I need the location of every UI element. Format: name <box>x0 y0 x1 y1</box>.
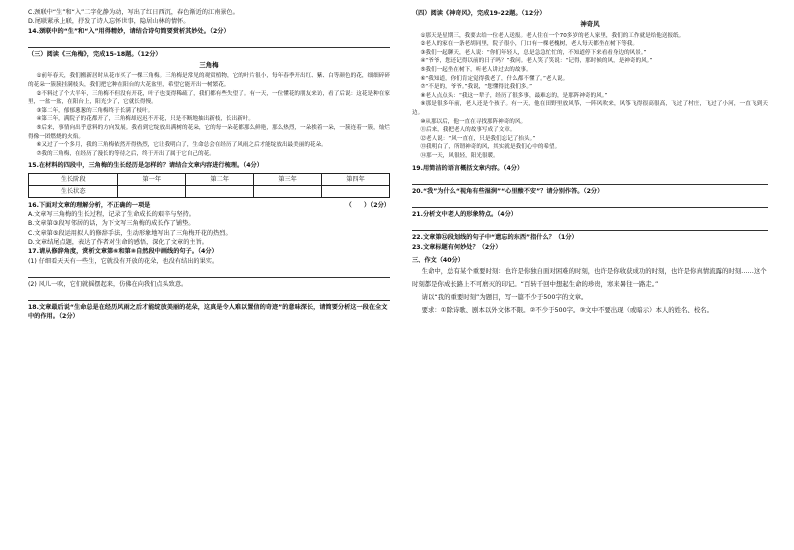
question-21: 21.分析文中老人的形象特点。（4分） <box>412 211 517 219</box>
question-16 <box>28 201 390 210</box>
question-23: 23.文章标题有何妙处？（2分） <box>412 243 502 251</box>
option-d: D.尾联紧承上联，抒发了诗人忘怀世事，隐居山林的情怀。 <box>28 18 190 26</box>
sub-item: (2) 风儿一吹，它们就摇摆起来，仿佛在向我们点头致意。 <box>28 280 188 288</box>
essay-paragraph: ⑧老人点点头：“我这一辈子，经历了很多事，最难忘的，是那阵神奇的风。” <box>420 92 608 99</box>
essay-paragraph: ④第三年，满院子的花都开了，三角梅却迟迟不开花，只是不断地抽出新枝，长出新叶。 <box>36 116 254 123</box>
table-cell: 生长阶段 <box>29 173 118 185</box>
essay-paragraph: ⑥又过了一个多月，我的三角梅依然开得热烈，它让我明白了，生命总会在经历了风雨之后才能绽放出最美丽的花朵。 <box>36 142 327 149</box>
composition-task: 请以“我的重要时刻”为题目，写一篇不少于500字的文章。 <box>421 293 588 302</box>
question-19: 19.用简洁的语言概括文章内容。（4分） <box>412 164 524 172</box>
composition-prompt: 生命中，总有某个重要时刻：也许是你独自面对困难的时刻，也许是你收获成功的时刻，也许是你真情流露的时刻……这个时刻都是你成长路上不可磨灭的印记。“百转千回中想起生命的珍贵，寒来暑往一路走。” <box>412 267 767 289</box>
answer-line <box>28 267 390 278</box>
answer-line <box>28 290 390 301</box>
growth-table <box>28 173 390 198</box>
essay-paragraph: ②老人的家在一条老胡同里，院子很小，门口有一棵老槐树，老人每天都坐在树下等我。 <box>420 41 638 48</box>
question-15: 15.在材料的四段中，三角梅的生长经历是怎样的？请结合文章内容进行梳理。（4分） <box>28 162 263 170</box>
composition-requirements: 要求：①除诗歌、剧本以外文体不限。②不少于500字。③文中不要出现（或暗示）本人的姓名、校名。 <box>421 306 713 315</box>
table-cell-empty <box>322 185 390 197</box>
essay-paragraph: ⑭那一天，风很轻，阳光很暖。 <box>420 152 499 159</box>
essay-body <box>28 72 390 158</box>
essay-paragraph: ③第二年，郁郁葱葱的三角梅终于长满了枝叶。 <box>36 107 154 114</box>
option: B.文章第③段写邻居的话，为下文写三角梅的成长作了铺垫。 <box>28 220 195 228</box>
essay-paragraph: ①那天是星期三，我要去给一位老人送报。老人住在一个70多岁的老人家里，我们的工作就是给他送报纸。 <box>420 32 685 39</box>
table-cell-empty <box>118 185 186 197</box>
essay-paragraph: ⑬我明白了，所谓神奇的风，其实就是我们心中的希望。 <box>420 144 561 151</box>
essay-paragraph: ⑫老人说：“风一直在，只是我们忘记了抬头。” <box>420 135 536 142</box>
table-cell-empty <box>254 185 322 197</box>
question-18: 18.文章最后说“生命总是在经历风雨之后才能绽放美丽的花朵，这真是令人难以置信的奇迹”的意味深长，请简要分析这一段在全文中的作用。（2分） <box>28 304 388 321</box>
essay-paragraph: ④“爷爷，您还记得以前的日子吗？”我问。老人笑了笑说：“记得，那时候的风，是神奇的风。” <box>420 58 653 65</box>
essay-paragraph: ⑪后来，我把老人的故事写成了文章。 <box>420 127 516 134</box>
right-column <box>412 8 768 317</box>
table-cell: 第三年 <box>254 173 322 185</box>
essay-paragraph: ⑦“不是的，爷爷。”我说，“您懂得比我们多。” <box>420 84 533 91</box>
question-22: 22.文章第⑫段划线的句子中“遗忘的东西”指什么？（1分） <box>412 234 578 242</box>
section-4-title: （四）阅读《神奇风》，完成19-22题。（12分） <box>412 10 546 17</box>
section-3-title: （三）阅读《三角梅》，完成15-18题。（12分） <box>28 50 162 58</box>
essay-paragraph: ⑤后来，事情向出乎意料的方向发展。我看到它绽放出满树的花朵，它的每一朵花都那么鲜艳，那么热烈，一朵挨着一朵，一簇连着一簇，灿烂得像一团燃烧的火焰。 <box>28 125 390 140</box>
table-row <box>29 185 390 197</box>
question-16-score: （ ）（2分） <box>345 201 390 209</box>
question-17: 17.请从修辞角度，赏析文章第⑥和第⑧自然段中画线的句子。（4分） <box>28 248 218 256</box>
table-cell-empty <box>186 185 254 197</box>
essay-paragraph: ⑤我们一起坐在树下，听老人讲过去的故事。 <box>420 66 532 73</box>
essay-title: 三角梅 <box>199 61 219 70</box>
table-cell: 生长状态 <box>29 185 118 197</box>
answer-line <box>412 220 768 231</box>
composition-title: 三、作文（40分） <box>412 256 464 264</box>
left-column <box>28 8 390 322</box>
question-20: 20.“我”为什么“视角有些湿润”“心里酸不安”？请分别作答。（2分） <box>412 187 604 195</box>
table-header-row <box>29 173 390 185</box>
sub-item: (1) 仔细看天天有一些生，它就没有开放的花朵，也没有结出的果实。 <box>28 257 219 265</box>
essay-paragraph: ⑦我的三角梅，在经历了漫长的等待之后，终于开出了属于它自己的花。 <box>36 150 215 157</box>
option: A.文章写三角梅的生长过程，记录了生命成长的艰辛与坚持。 <box>28 211 195 219</box>
option-c: C.颈联中“生”和“入”二字化静为动，写出了红日西沉，春色渐近的江南景色。 <box>28 9 239 16</box>
option: C.文章第⑤段运用拟人的修辞手法，生动形象地写出了三角梅开花的热烈。 <box>28 229 232 237</box>
essay-body <box>412 32 768 161</box>
essay-paragraph: ⑩从那以后，他一直在寻找那阵神奇的风。 <box>420 118 527 125</box>
question-14: 14.颈联中的“生”和“入”用得精妙，请结合诗句简要赏析其妙处。（2分） <box>28 27 230 35</box>
answer-line <box>412 197 768 208</box>
question-16-text: 16.下面对文章的理解分析，不正确的一项是 <box>28 201 151 209</box>
table-cell: 第二年 <box>186 173 254 185</box>
essay-paragraph: ③我们一起聊天，老人说：“你们年轻人，总是急急忙忙的，不知道停下来看看身边的风景。” <box>420 49 647 56</box>
option: D.文章结尾点题，表达了作者对生命的感悟，深化了文章的主旨。 <box>28 238 208 246</box>
answer-line <box>28 37 390 48</box>
essay-paragraph: ①前年春天，我们搬新居时从花市买了一棵三角梅。三角梅是常见的观赏植物，它的叶片很小，每年春季开出红、紫、白等颜色的花，细细碎碎的花朵一簇簇挂满枝头，我们把它种在阳台的大花盆里，希望它能开出一树繁花。 <box>28 73 390 89</box>
essay-paragraph: ②不料过了个大半年，三角梅不但没有开花，叶子也变得稀疏了，我们都有些失望了。有一天，一位懂花的朋友来访，看了后说：这花是种在家里，一盆一盆，在阳台上，阳光少了，它就长得慢。 <box>28 90 390 106</box>
table-cell: 第一年 <box>118 173 186 185</box>
answer-line <box>412 174 768 185</box>
essay-title: 神奇风 <box>580 20 600 29</box>
essay-paragraph: ⑥“我知道，你们肯定觉得我老了，什么都不懂了。”老人说。 <box>420 75 569 82</box>
essay-paragraph: ⑨那是很多年前，老人还是个孩子。有一天，他在田野里放风筝，一阵风吹来，风筝飞得很高很高，飞过了村庄，飞过了小河，一直飞到天边。 <box>412 101 768 116</box>
table-cell: 第四年 <box>322 173 390 185</box>
